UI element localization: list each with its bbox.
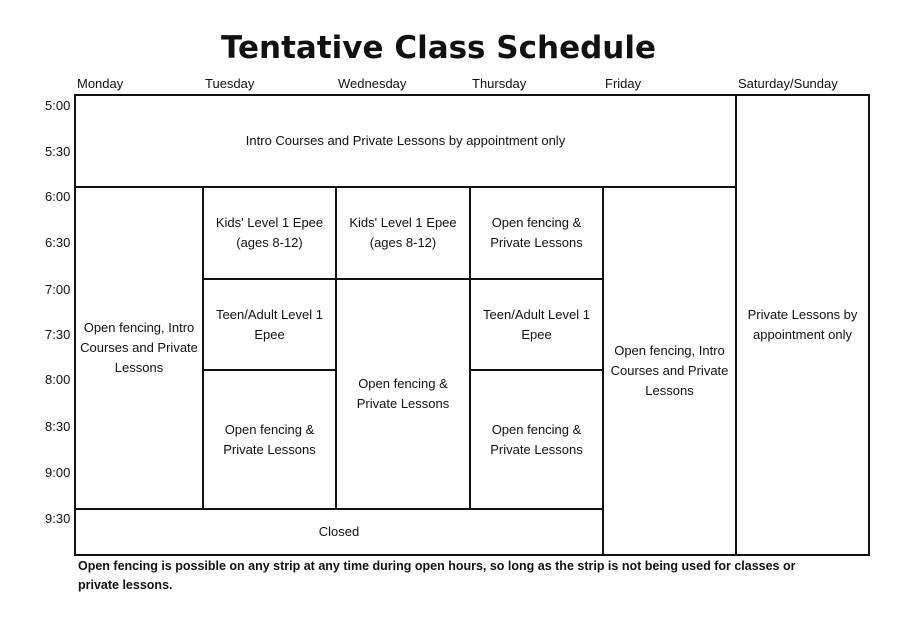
day-header-monday: Monday: [77, 76, 124, 91]
day-header-friday: Friday: [605, 76, 642, 91]
block-wednesday-open-fencing: [337, 280, 469, 508]
block-text: Open fencing, Intro Courses and Private Lessons: [610, 343, 729, 398]
block-wednesday-kids-epee: [337, 188, 469, 278]
time-label-530: 5:30: [45, 144, 71, 159]
time-label-700: 7:00: [45, 282, 71, 297]
block-tuesday-teen-adult: [204, 280, 335, 369]
block-text: Private Lessons by appointment only: [747, 307, 858, 342]
block-closed: [76, 510, 602, 554]
block-thursday-late-open: [471, 371, 602, 508]
block-text: Kids' Level 1 Epee (ages 8-12): [215, 215, 324, 250]
block-thursday-open-fencing: [471, 188, 602, 278]
page-title: Tentative Class Schedule: [220, 30, 657, 66]
time-label-730: 7:30: [45, 327, 71, 342]
block-thursday-teen-adult: [471, 280, 602, 369]
time-label-630: 6:30: [45, 235, 71, 250]
time-label-930: 9:30: [45, 511, 71, 526]
day-header-thursday: Thursday: [472, 76, 527, 91]
block-text: Teen/Adult Level 1 Epee: [483, 306, 590, 342]
block-text: Intro Courses and Private Lessons by appointment only: [245, 133, 566, 148]
block-text: Open fencing & Private Lessons: [356, 376, 450, 411]
block-intro-courses: [76, 96, 735, 186]
schedule-grid: [74, 94, 870, 556]
block-text: Open fencing, Intro Courses and Private Lessons: [80, 320, 198, 375]
day-header-wednesday: Wednesday: [338, 76, 407, 91]
day-header-weekend: Saturday/Sunday: [738, 76, 838, 91]
time-label-900: 9:00: [45, 465, 71, 480]
block-text: Teen/Adult Level 1 Epee: [216, 306, 323, 342]
footnote: Open fencing is possible on any strip at any time during open hours, so long as the strip is not being used for classes or private lessons.: [78, 559, 796, 592]
block-tuesday-kids-epee: [204, 188, 335, 278]
day-header-tuesday: Tuesday: [205, 76, 255, 91]
block-monday-evening: [76, 188, 202, 508]
block-text: Kids' Level 1 Epee (ages 8-12): [349, 215, 457, 250]
block-text: Open fencing & Private Lessons: [490, 215, 583, 250]
block-text: Closed: [318, 524, 360, 539]
time-label-600: 6:00: [45, 189, 71, 204]
time-label-500: 5:00: [45, 98, 71, 113]
block-weekend-private: [737, 96, 868, 554]
time-label-830: 8:30: [45, 419, 71, 434]
block-text: Open fencing & Private Lessons: [490, 421, 583, 457]
block-text: Open fencing & Private Lessons: [223, 421, 316, 457]
block-friday-evening: [604, 188, 735, 554]
time-label-800: 8:00: [45, 372, 71, 387]
block-tuesday-late-open: [204, 371, 335, 508]
